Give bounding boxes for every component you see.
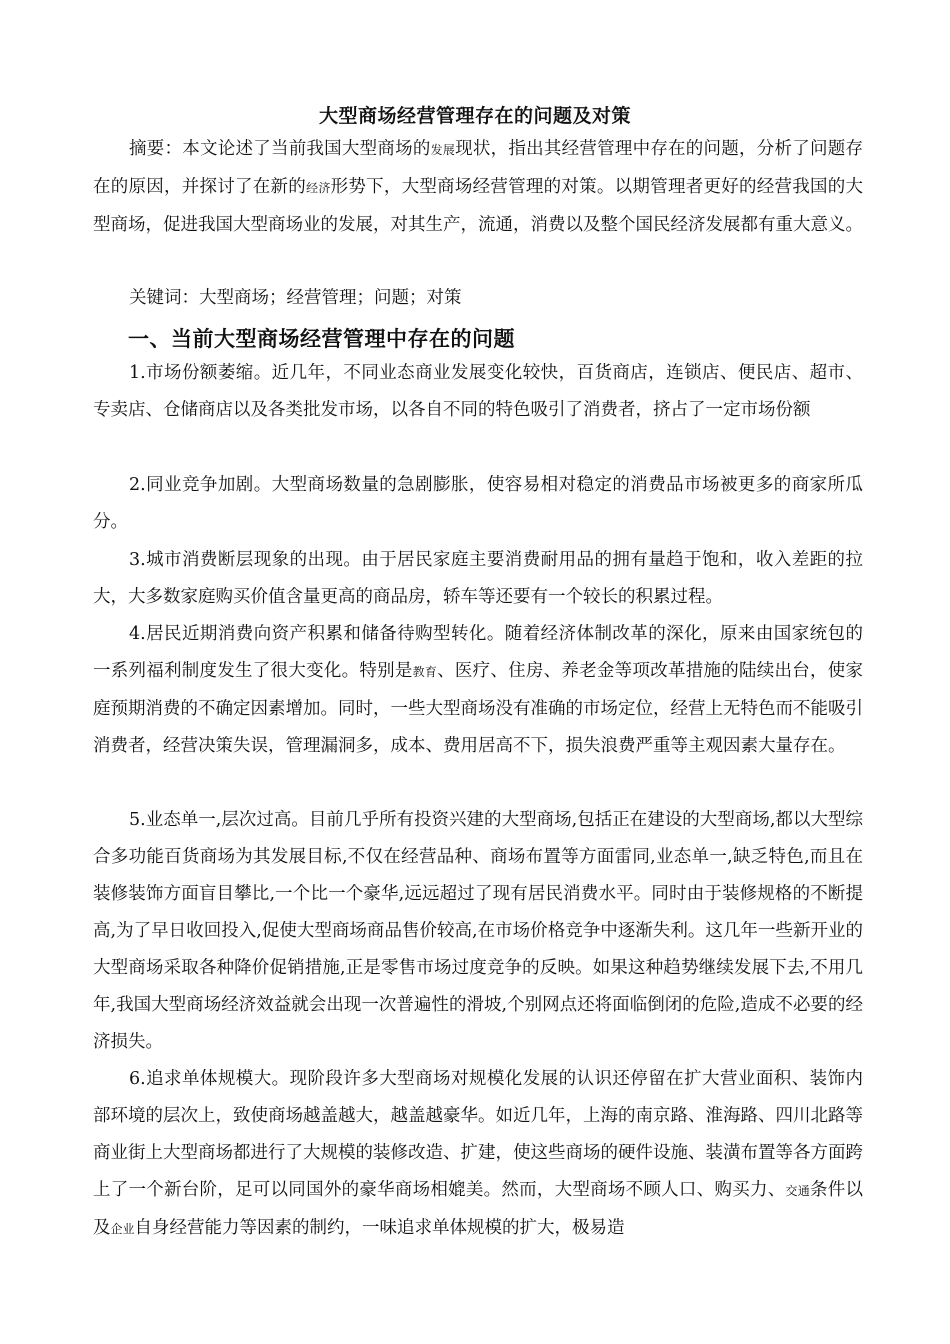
item-4-paragraph: [93, 616, 863, 765]
abstract-text-2: 现状，指出其经营管理中存在的问题，分析了问题存在的原因，并探讨了在新的: [93, 139, 863, 197]
section-1-heading: 一、当前大型商场经营管理中存在的问题: [128, 326, 515, 351]
abstract-paragraph: [93, 131, 863, 244]
item-4-term-education: 教育: [412, 665, 438, 679]
item-4-text-1: 4.居民近期消费向资产积累和储备待购型转化。随着经济体制改革的深化，原来由国家统包的一系列福利制度发生了很大变化。特别是: [93, 624, 863, 681]
abstract-text-3: 形势下，大型商场经营管理的对策。以期管理者更好的经营我国的大型商场，促进我国大型商场业的发展，对其生产，流通，消费以及整个国民经济发展都有重大意义。: [93, 177, 863, 235]
item-6-text-2: 条件以及: [93, 1180, 863, 1238]
item-6-term-transport: 交通: [785, 1184, 810, 1198]
item-6-paragraph: [93, 1061, 863, 1248]
item-2-paragraph: 2.同业竞争加剧。大型商场数量的急剧膨胀，使容易相对稳定的消费品市场被更多的商家所瓜分。: [93, 475, 863, 532]
keywords-line: 关键词：大型商场；经营管理；问题；对策: [129, 288, 462, 308]
item-5-paragraph: 5.业态单一,层次过高。目前几乎所有投资兴建的大型商场,包括正在建设的大型商场,都以大型综合多功能百货商场为其发展目标,不仅在经营品种、商场布置等方面雷同,业态单一,缺乏特色,而且在装修装饰方面盲目攀比,一个比一个豪华,远远超过了现有居民消费水平。同时由于装修规格的不断提高,为了早日收回投入,促使大型商场商品售价较高,在市场价格竞争中逐渐失利。这几年一些新开业的大型商场采取各种降价促销措施,正是零售市场过度竞争的反映。如果这种趋势继续发展下去,不用几年,我国大型商场经济效益就会出现一次普遍性的滑坡,个别网点还将面临倒闭的危险,造成不必要的经济损失。: [93, 810, 863, 1052]
item-3-paragraph: 3.城市消费断层现象的出现。由于居民家庭主要消费耐用品的拥有量趋于饱和，收入差距的拉大，大多数家庭购买价值含量更高的商品房，轿车等还要有一个较长的积累过程。: [93, 550, 863, 607]
item-4-text-2: 、医疗、住房、养老金等项改革措施的陆续出台，使家庭预期消费的不确定因素增加。同时，一些大型商场没有准确的市场定位，经营上无特色而不能吸引消费者，经营决策失误，管理漏洞多，成本、费用居高不下，损失浪费严重等主观因素大量存在。: [93, 661, 863, 756]
document-title: 大型商场经营管理存在的问题及对策: [318, 105, 631, 127]
item-6-term-enterprise: 企业: [110, 1222, 135, 1236]
item-1-paragraph: 1.市场份额萎缩。近几年，不同业态商业发展变化较快，百货商店，连锁店、便民店、超市、专卖店、仓储商店以及各类批发市场，以各自不同的特色吸引了消费者，挤占了一定市场份额: [93, 363, 863, 420]
abstract-term-development: 发展: [430, 143, 456, 157]
abstract-term-economy: 经济: [306, 181, 331, 195]
item-6-text-3: 自身经营能力等因素的制约，一味追求单体规模的扩大，极易造: [134, 1218, 625, 1238]
abstract-text-1: 摘要：本文论述了当前我国大型商场的: [129, 139, 431, 159]
item-6-text-1: 6.追求单体规模大。现阶段许多大型商场对规模化发展的认识还停留在扩大营业面积、装饰内部环境的层次上，致使商场越盖越大，越盖越豪华。如近几年，上海的南京路、淮海路、四川北路等商业街上大型商场都进行了大规模的装修改造、扩建，使这些商场的硬件设施、装潢布置等各方面跨上了一个新台阶，足可以同国外的豪华商场相媲美。然而，大型商场不顾人口、购买力、: [93, 1069, 863, 1200]
